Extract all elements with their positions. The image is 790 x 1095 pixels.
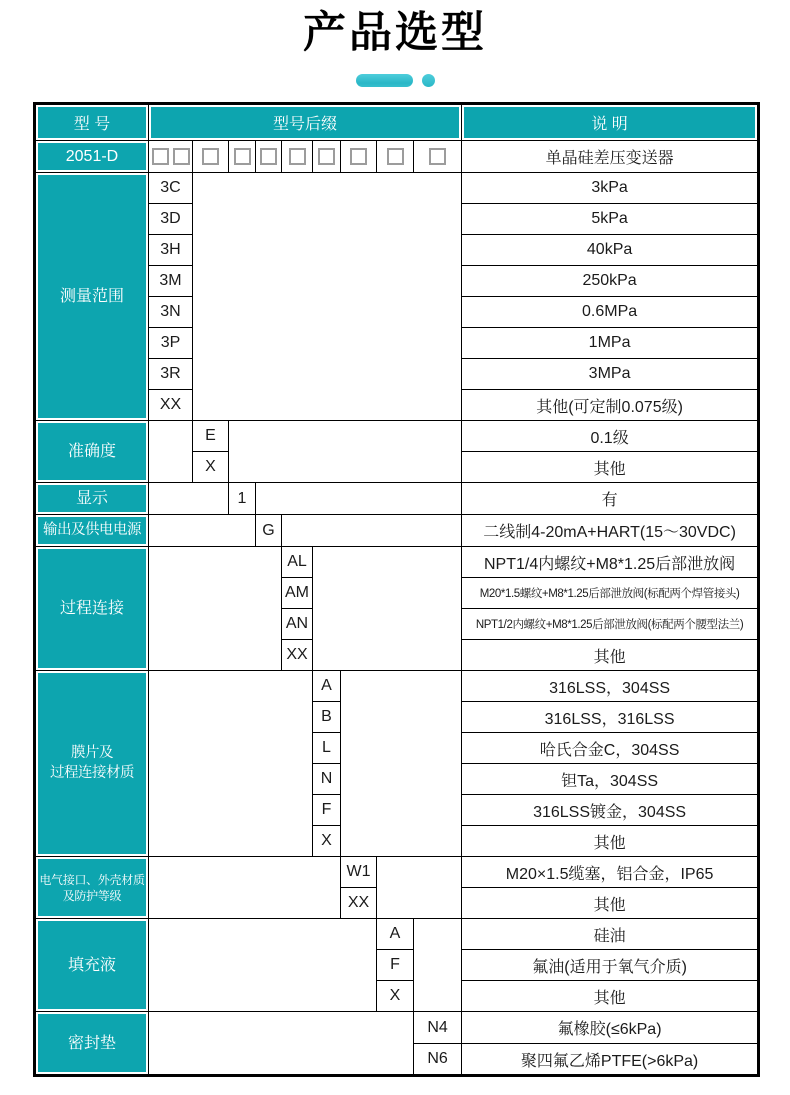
- title-decoration: [0, 73, 790, 87]
- option-description: 316LSS镀金，304SS: [462, 795, 759, 826]
- table-row: [35, 173, 759, 204]
- checkbox-icon: [350, 148, 367, 165]
- table-row: [35, 547, 759, 578]
- suffix-code: A: [313, 671, 341, 702]
- option-description: 0.6MPa: [462, 297, 759, 328]
- suffix-checkbox-cell-electrical: [341, 141, 377, 173]
- suffix-code: W1: [341, 857, 377, 888]
- suffix-code: 3N: [149, 297, 193, 328]
- suffix-code: 3R: [149, 359, 193, 390]
- spacer-cell: [149, 857, 341, 919]
- section-label-fill-fluid: 填充液: [35, 919, 149, 1012]
- spacer-cell: [149, 1012, 414, 1076]
- checkbox-icon: [318, 148, 335, 165]
- table-row: [35, 671, 759, 702]
- section-label-gasket: 密封垫: [35, 1012, 149, 1076]
- suffix-code: 1: [229, 483, 256, 515]
- option-description: 40kPa: [462, 235, 759, 266]
- section-label-diaphragm-material: 膜片及 过程连接材质: [35, 671, 149, 857]
- suffix-code: AM: [282, 578, 313, 609]
- page-title: 产品选型: [303, 9, 487, 57]
- option-description: 氟橡胶(≤6kPa): [462, 1012, 759, 1044]
- suffix-code: 3H: [149, 235, 193, 266]
- section-label-measuring-range: 测量范围: [35, 173, 149, 421]
- table-row: [35, 919, 759, 950]
- option-description: NPT1/4内螺纹+M8*1.25后部泄放阀: [462, 547, 759, 578]
- suffix-code: F: [377, 950, 414, 981]
- spacer-cell: [414, 919, 462, 1012]
- suffix-code: X: [193, 452, 229, 483]
- spacer-cell: [256, 483, 462, 515]
- spacer-cell: [149, 671, 313, 857]
- spacer-cell: [149, 919, 377, 1012]
- suffix-code: XX: [341, 888, 377, 919]
- checkbox-icon: [429, 148, 446, 165]
- suffix-code: XX: [149, 390, 193, 421]
- spacer-cell: [313, 547, 462, 671]
- spacer-cell: [229, 421, 462, 483]
- option-description: 316LSS，316LSS: [462, 702, 759, 733]
- section-label-electrical-housing: 电气接口、外壳材质 及防护等级: [35, 857, 149, 919]
- checkbox-icon: [260, 148, 277, 165]
- checkbox-icon: [152, 148, 169, 165]
- option-description: 聚四氟乙烯PTFE(>6kPa): [462, 1044, 759, 1076]
- suffix-checkbox-cell-range: [149, 141, 193, 173]
- section-label-accuracy: 准确度: [35, 421, 149, 483]
- checkbox-icon: [202, 148, 219, 165]
- option-description: 钽Ta，304SS: [462, 764, 759, 795]
- spacer-cell: [193, 173, 462, 421]
- table-row: [35, 1012, 759, 1044]
- option-description: 3MPa: [462, 359, 759, 390]
- checkbox-icon: [173, 148, 190, 165]
- table-row: [35, 857, 759, 888]
- option-description: 其他: [462, 452, 759, 483]
- header-suffix-col: 型号后缀: [149, 104, 462, 141]
- suffix-code: E: [193, 421, 229, 452]
- suffix-checkbox-cell-gasket: [414, 141, 462, 173]
- spacer-cell: [282, 515, 462, 547]
- suffix-code: X: [377, 981, 414, 1012]
- checkbox-icon: [289, 148, 306, 165]
- section-label-process-connection: 过程连接: [35, 547, 149, 671]
- spacer-cell: [377, 857, 462, 919]
- model-description: 单晶硅差压变送器: [462, 141, 759, 173]
- product-selection-table: [33, 102, 760, 1077]
- option-description: 1MPa: [462, 328, 759, 359]
- option-description: 硅油: [462, 919, 759, 950]
- suffix-code: B: [313, 702, 341, 733]
- option-description: M20*1.5螺纹+M8*1.25后部泄放阀(标配两个焊管接头): [462, 578, 759, 609]
- option-description: 其他: [462, 640, 759, 671]
- option-description: 二线制4-20mA+HART(15～30VDC): [462, 515, 759, 547]
- title-underline-pill: [356, 74, 413, 87]
- option-description: 其他: [462, 981, 759, 1012]
- suffix-code: 3D: [149, 204, 193, 235]
- table-row: [35, 515, 759, 547]
- suffix-code: 3M: [149, 266, 193, 297]
- table-row: [35, 421, 759, 452]
- suffix-checkbox-cell-accuracy: [193, 141, 229, 173]
- suffix-code: 3P: [149, 328, 193, 359]
- suffix-code: A: [377, 919, 414, 950]
- option-description: 有: [462, 483, 759, 515]
- suffix-checkbox-cell-fill-fluid: [377, 141, 414, 173]
- option-description: 5kPa: [462, 204, 759, 235]
- suffix-code: 3C: [149, 173, 193, 204]
- suffix-checkbox-cell-process-connection: [282, 141, 313, 173]
- suffix-code: AN: [282, 609, 313, 640]
- option-description: 316LSS，304SS: [462, 671, 759, 702]
- spacer-cell: [149, 515, 256, 547]
- header-description-col: 说 明: [462, 104, 759, 141]
- suffix-checkbox-cell-display: [229, 141, 256, 173]
- option-description: 哈氏合金C，304SS: [462, 733, 759, 764]
- spacer-cell: [149, 547, 282, 671]
- suffix-code: X: [313, 826, 341, 857]
- suffix-code: XX: [282, 640, 313, 671]
- suffix-checkbox-cell-output: [256, 141, 282, 173]
- option-description: 3kPa: [462, 173, 759, 204]
- suffix-code: N4: [414, 1012, 462, 1044]
- option-description: NPT1/2内螺纹+M8*1.25后部泄放阀(标配两个腰型法兰): [462, 609, 759, 640]
- suffix-code: N: [313, 764, 341, 795]
- option-description: M20×1.5缆塞，铝合金，IP65: [462, 857, 759, 888]
- model-number: 2051-D: [35, 141, 149, 173]
- suffix-checkbox-cell-diaphragm: [313, 141, 341, 173]
- section-label-display: 显示: [35, 483, 149, 515]
- model-row: [35, 141, 759, 173]
- option-description: 其他: [462, 826, 759, 857]
- suffix-code: F: [313, 795, 341, 826]
- suffix-code: AL: [282, 547, 313, 578]
- suffix-code: N6: [414, 1044, 462, 1076]
- table-header-row: [35, 104, 759, 141]
- suffix-code: L: [313, 733, 341, 764]
- option-description: 其他: [462, 888, 759, 919]
- checkbox-icon: [387, 148, 404, 165]
- spacer-cell: [149, 483, 229, 515]
- table-row: [35, 483, 759, 515]
- option-description: 0.1级: [462, 421, 759, 452]
- section-label-output-power: 输出及供电电源: [35, 515, 149, 547]
- option-description: 其他(可定制0.075级): [462, 390, 759, 421]
- title-underline-dot: [422, 74, 435, 87]
- option-description: 250kPa: [462, 266, 759, 297]
- suffix-code: G: [256, 515, 282, 547]
- spacer-cell: [149, 421, 193, 483]
- spacer-cell: [341, 671, 462, 857]
- header-model-col: 型 号: [35, 104, 149, 141]
- checkbox-icon: [234, 148, 251, 165]
- option-description: 氟油(适用于氧气介质): [462, 950, 759, 981]
